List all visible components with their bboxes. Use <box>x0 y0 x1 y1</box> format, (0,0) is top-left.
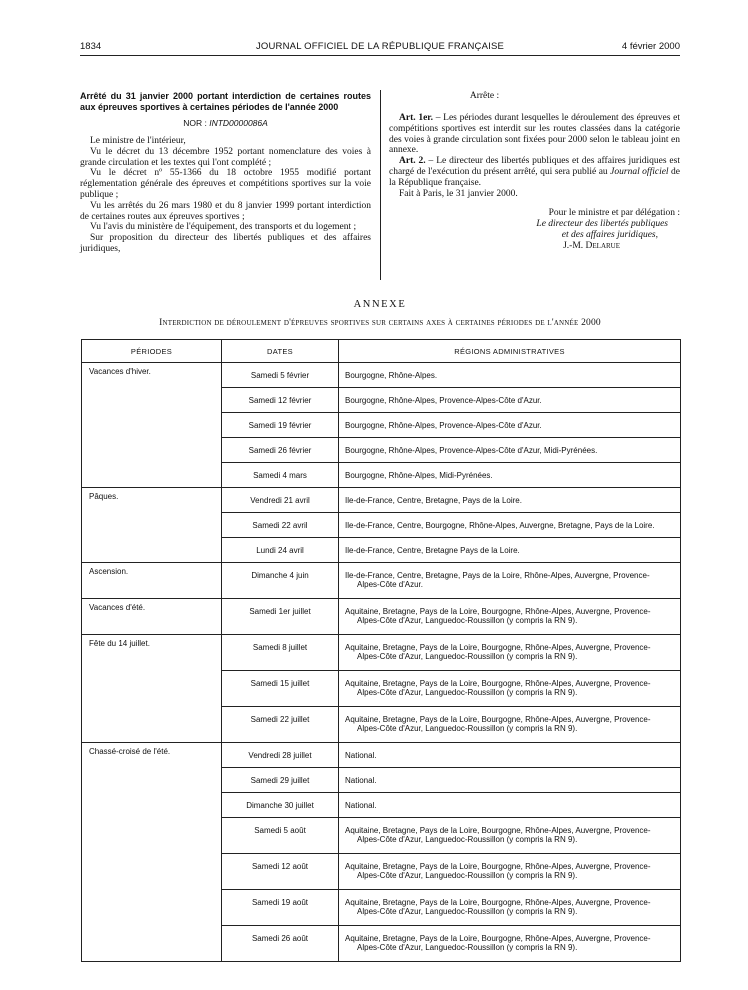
regions-text-continued: Alpes-Côte d'Azur, Languedoc-Roussillon (y compris la RN 9). <box>357 724 578 734</box>
regions-text: Bourgogne, Rhône-Alpes, Provence-Alpes-Côte d'Azur. <box>345 421 542 430</box>
signature-line-2 <box>389 219 680 230</box>
regions-text: Aquitaine, Bretagne, Pays de la Loire, Bourgogne, Rhône-Alpes, Auvergne, Provence- <box>345 679 651 688</box>
regions-cell <box>339 818 681 854</box>
regions-text: Ile-de-France, Centre, Bourgogne, Rhône-Alpes, Auvergne, Bretagne, Pays de la Loire. <box>345 521 655 530</box>
table-row <box>82 743 681 768</box>
left-column <box>80 91 371 255</box>
regions-text-continued: Alpes-Côte d'Azur, Languedoc-Roussillon (y compris la RN 9). <box>357 943 578 953</box>
date-cell: Lundi 24 avril <box>222 538 339 563</box>
article-2-text: – Le directeur des libertés publiques et des affaires juridiques est chargé de l'exécution du présent arrêté, qui sera publié au <box>389 156 680 177</box>
regions-text: Ile-de-France, Centre, Bretagne Pays de la Loire. <box>345 546 520 555</box>
regions-cell <box>339 488 681 513</box>
col-header-regions: RÉGIONS ADMINISTRATIVES <box>339 340 681 363</box>
column-divider <box>380 90 381 280</box>
regions-cell <box>339 854 681 890</box>
regions-text: Bourgogne, Rhône-Alpes, Provence-Alpes-Côte d'Azur. <box>345 396 542 405</box>
signature-title-cont: et des affaires juridiques, <box>561 229 658 240</box>
nor-reference <box>80 118 371 128</box>
regions-cell <box>339 413 681 438</box>
regions-text-continued: Alpes-Côte d'Azur, Languedoc-Roussillon (y compris la RN 9). <box>357 871 578 881</box>
period-cell: Fête du 14 juillet. <box>82 635 222 743</box>
paragraph: Vu le décret nº 55-1366 du 18 octobre 1955 modifié portant réglementation générale des épreuves et compétitions sportives sur la voie publique ; <box>80 168 371 200</box>
signatory: J.-M. Delarue <box>563 240 620 251</box>
date-cell: Samedi 22 avril <box>222 513 339 538</box>
issue-date: 4 février 2000 <box>621 41 680 52</box>
regions-cell <box>339 563 681 599</box>
page-header <box>80 41 680 53</box>
date-cell: Samedi 26 février <box>222 438 339 463</box>
date-cell: Samedi 22 juillet <box>222 707 339 743</box>
date-cell: Vendredi 21 avril <box>222 488 339 513</box>
col-header-dates: DATES <box>222 340 339 363</box>
regions-cell <box>339 926 681 962</box>
article-2-label: Art. 2. <box>399 156 426 167</box>
date-cell: Samedi 12 août <box>222 854 339 890</box>
date-cell: Samedi 8 juillet <box>222 635 339 671</box>
regions-cell <box>339 538 681 563</box>
date-cell: Dimanche 4 juin <box>222 563 339 599</box>
table-row <box>82 599 681 635</box>
article-1-text: – Les périodes durant lesquelles le déroulement des épreuves et compétitions sportives est interdit sur les routes classées dans la catégorie des voies à grande circulation sont fixées pour 2000 selon le tableau joint en annexe. <box>389 113 681 156</box>
regions-cell <box>339 707 681 743</box>
regions-cell <box>339 599 681 635</box>
regions-text: Aquitaine, Bretagne, Pays de la Loire, Bourgogne, Rhône-Alpes, Auvergne, Provence- <box>345 934 651 943</box>
regions-text: Ile-de-France, Centre, Bretagne, Pays de la Loire. <box>345 496 522 505</box>
date-cell: Samedi 19 février <box>222 413 339 438</box>
paragraph: Vu le décret du 13 décembre 1952 portant nomenclature des voies à grande circulation et les textes qui l'ont complété ; <box>80 146 371 168</box>
regions-text-continued: Alpes-Côte d'Azur, Languedoc-Roussillon (y compris la RN 9). <box>357 835 578 845</box>
table-row <box>82 363 681 388</box>
regions-cell <box>339 388 681 413</box>
period-cell: Vacances d'été. <box>82 599 222 635</box>
regions-text: Bourgogne, Rhône-Alpes, Midi-Pyrénées. <box>345 471 493 480</box>
regions-cell <box>339 363 681 388</box>
table-row <box>82 488 681 513</box>
signature-line-3 <box>389 230 680 241</box>
period-cell: Vacances d'hiver. <box>82 363 222 488</box>
fait-a-paris: Fait à Paris, le 31 janvier 2000. <box>399 188 518 199</box>
paragraph: Le ministre de l'intérieur, <box>90 136 186 146</box>
regions-text-continued: Alpes-Côte d'Azur, Languedoc-Roussillon (y compris la RN 9). <box>357 907 578 917</box>
date-cell: Dimanche 30 juillet <box>222 793 339 818</box>
date-cell: Samedi 15 juillet <box>222 671 339 707</box>
article-1 <box>389 113 680 156</box>
paragraph: Sur proposition du directeur des libertés publiques et des affaires juridiques, <box>80 233 371 254</box>
col-header-periodes: PÉRIODES <box>82 340 222 363</box>
regions-cell <box>339 768 681 793</box>
paragraph: Vu l'avis du ministère de l'équipement, des transports et du logement ; <box>90 222 357 233</box>
header-rule <box>80 55 680 56</box>
regions-cell <box>339 671 681 707</box>
table-header-row <box>82 340 681 363</box>
table-row <box>82 563 681 599</box>
date-cell: Samedi 4 mars <box>222 463 339 488</box>
regions-text: Ile-de-France, Centre, Bretagne, Pays de la Loire, Rhône-Alpes, Auvergne, Provence- <box>345 571 650 580</box>
period-cell: Ascension. <box>82 563 222 599</box>
annexe-table <box>81 339 681 962</box>
annexe-subtitle: Interdiction de déroulement d'épreuves sportives sur certains axes à certaines périodes de l'année 2000 <box>159 318 601 328</box>
regions-text: Aquitaine, Bretagne, Pays de la Loire, Bourgogne, Rhône-Alpes, Auvergne, Provence- <box>345 826 651 835</box>
regions-text: Aquitaine, Bretagne, Pays de la Loire, Bourgogne, Rhône-Alpes, Auvergne, Provence- <box>345 898 651 907</box>
date-cell: Samedi 26 août <box>222 926 339 962</box>
regions-text: National. <box>345 801 377 810</box>
regions-cell <box>339 793 681 818</box>
right-column <box>389 91 680 252</box>
decree-title: Arrêté du 31 janvier 2000 portant interdiction de certaines routes aux épreuves sportives à certaines périodes de l'année 2000 <box>80 91 371 112</box>
signature-title: Le directeur des libertés publiques <box>536 219 668 230</box>
arrete-heading: Arrête : <box>469 91 500 101</box>
article-2-end: de la République française. <box>389 166 680 188</box>
signature-line-1: Pour le ministre et par délégation : <box>548 208 680 219</box>
date-cell: Samedi 19 août <box>222 890 339 926</box>
regions-cell <box>339 635 681 671</box>
nor-code: INTD0000086A <box>209 118 268 128</box>
journal-name: Journal officiel <box>610 166 669 177</box>
regions-cell <box>339 890 681 926</box>
regions-text: Aquitaine, Bretagne, Pays de la Loire, Bourgogne, Rhône-Alpes, Auvergne, Provence- <box>345 643 651 652</box>
regions-text-continued: Alpes-Côte d'Azur, Languedoc-Roussillon (y compris la RN 9). <box>357 652 578 662</box>
period-cell: Chassé-croisé de l'été. <box>82 743 222 962</box>
date-cell: Vendredi 28 juillet <box>222 743 339 768</box>
period-cell: Pâques. <box>82 488 222 563</box>
regions-cell <box>339 513 681 538</box>
page-number: 1834 <box>80 41 102 52</box>
date-cell: Samedi 5 février <box>222 363 339 388</box>
regions-text-continued: Alpes-Côte d'Azur. <box>357 580 424 590</box>
regions-text: Bourgogne, Rhône-Alpes, Provence-Alpes-Côte d'Azur, Midi-Pyrénées. <box>345 446 598 455</box>
date-cell: Samedi 12 février <box>222 388 339 413</box>
article-1-label: Art. 1er. <box>399 113 434 123</box>
regions-text: Bourgogne, Rhône-Alpes. <box>345 371 438 380</box>
signatory-name <box>389 241 680 252</box>
date-cell: Samedi 1er juillet <box>222 599 339 635</box>
article-2 <box>389 156 680 188</box>
annexe-title: ANNEXE <box>353 299 407 310</box>
regions-text: Aquitaine, Bretagne, Pays de la Loire, Bourgogne, Rhône-Alpes, Auvergne, Provence- <box>345 862 651 871</box>
regions-cell <box>339 463 681 488</box>
date-cell: Samedi 29 juillet <box>222 768 339 793</box>
regions-text: Aquitaine, Bretagne, Pays de la Loire, Bourgogne, Rhône-Alpes, Auvergne, Provence- <box>345 607 651 616</box>
table-row <box>82 635 681 671</box>
nor-label: NOR : <box>183 118 207 128</box>
regions-text-continued: Alpes-Côte d'Azur, Languedoc-Roussillon (y compris la RN 9). <box>357 616 578 626</box>
regions-text: National. <box>345 751 377 760</box>
paragraph: Vu les arrêtés du 26 mars 1980 et du 8 janvier 1999 portant interdiction de certaines routes aux épreuves sportives ; <box>80 200 371 222</box>
regions-text-continued: Alpes-Côte d'Azur, Languedoc-Roussillon (y compris la RN 9). <box>357 688 578 698</box>
regions-cell <box>339 438 681 463</box>
journal-title: JOURNAL OFFICIEL DE LA RÉPUBLIQUE FRANÇAISE <box>255 41 505 52</box>
regions-cell <box>339 743 681 768</box>
date-cell: Samedi 5 août <box>222 818 339 854</box>
regions-text: National. <box>345 776 377 785</box>
regions-text: Aquitaine, Bretagne, Pays de la Loire, Bourgogne, Rhône-Alpes, Auvergne, Provence- <box>345 715 651 724</box>
